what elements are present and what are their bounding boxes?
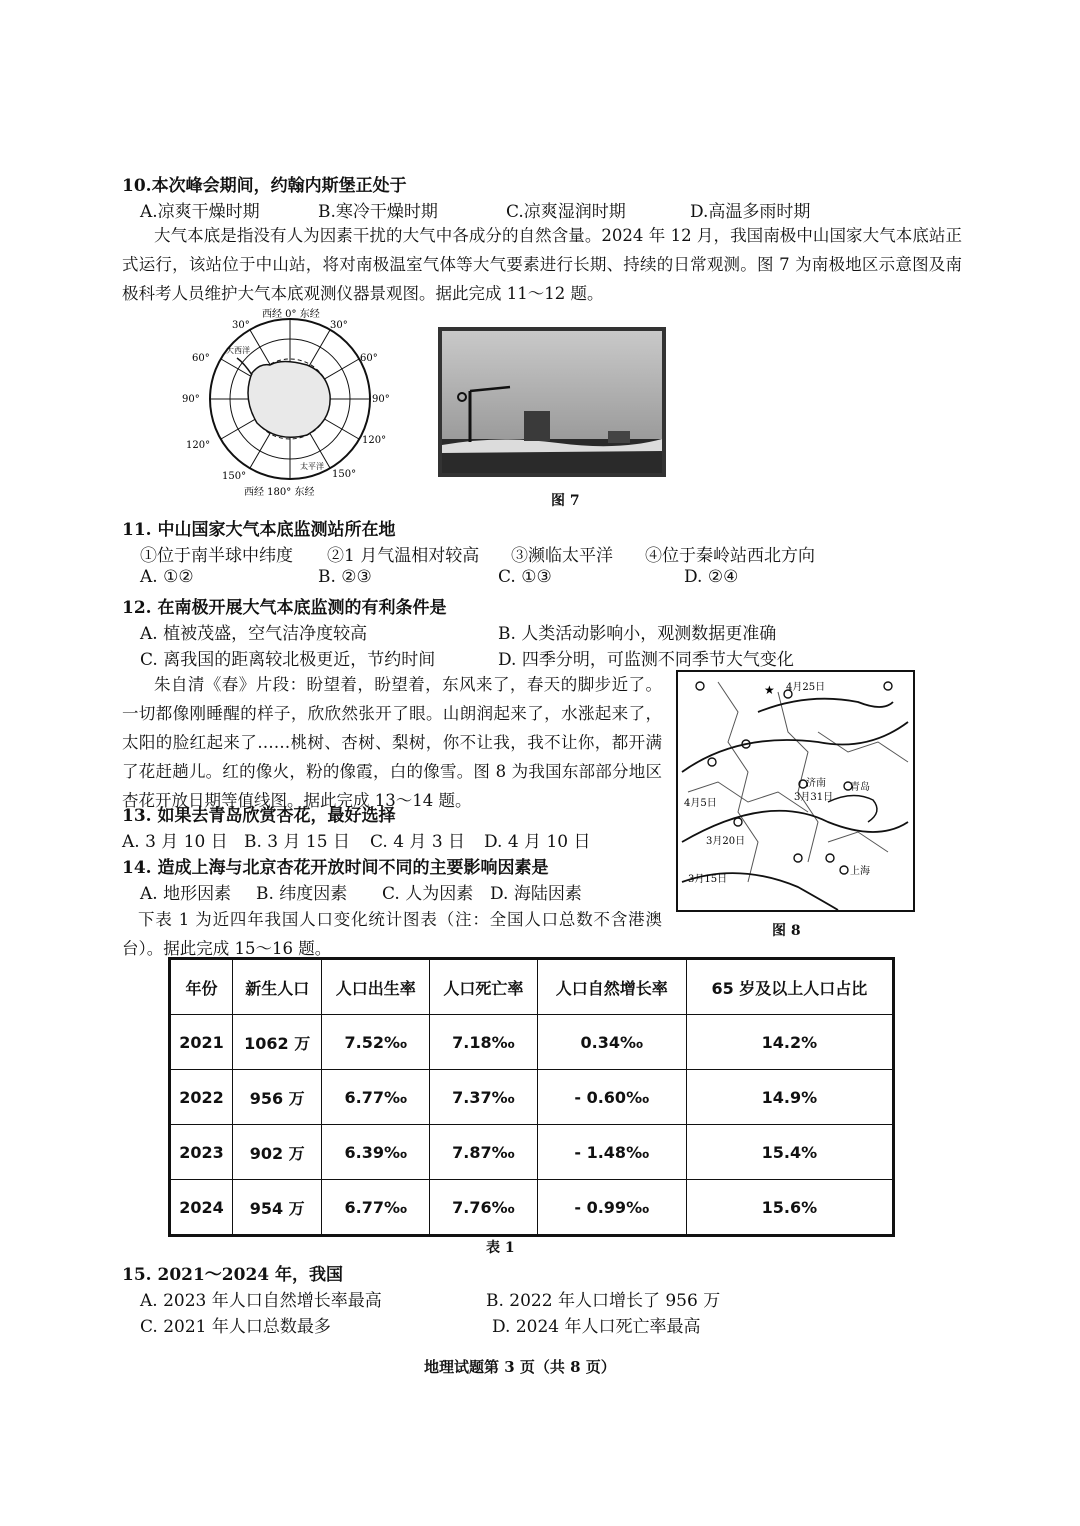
fig8-caption: 图 8 [772,923,801,939]
table-cell: - 0.99‰ [537,1180,686,1236]
svg-text:120°: 120° [362,435,387,446]
table-row [170,1070,894,1125]
table-header: 人口自然增长率 [537,959,686,1015]
q11-statement-3: ③濒临太平洋 [511,546,613,566]
svg-text:30°: 30° [330,320,348,331]
q14-option-d: D. 海陆因素 [490,884,582,904]
table-cell: - 1.48‰ [537,1125,686,1180]
label-shanghai: 上海 [850,866,870,877]
q10-option-c: C.凉爽湿润时期 [506,202,626,222]
svg-text:60°: 60° [192,353,210,364]
fig7-caption: 图 7 [551,493,580,509]
antarctica-continent [248,362,330,438]
svg-text:30°: 30° [232,320,250,331]
q14-option-a: A. 地形因素 [140,884,232,904]
page-footer: 地理试题第 3 页（共 8 页） [424,1358,616,1376]
isoline-4-25 [758,699,893,712]
label-4-5: 4月5日 [684,798,717,809]
table-cell: 1062 万 [232,1015,322,1070]
map-label-top: 西经 0° 东经 [262,309,320,320]
bloom-isoline-map [678,672,913,910]
q12-option-a: A. 植被茂盛，空气洁净度较高 [140,624,368,644]
antarctica-map [182,303,394,498]
table-cell: 7.76‰ [430,1180,538,1236]
svg-text:太平洋: 太平洋 [300,462,324,471]
table-header-row [170,959,894,1015]
table-row [170,1015,894,1070]
q12-option-d: D. 四季分明，可监测不同季节大气变化 [498,650,794,670]
q11-option-c: C. ①③ [498,567,552,587]
q13-option-d: D. 4 月 10 日 [484,832,591,852]
q13-option-b: B. 3 月 15 日 [244,832,350,852]
q11-statement-4: ④位于秦岭站西北方向 [645,546,815,566]
q13-option-c: C. 4 月 3 日 [370,832,466,852]
svg-text:120°: 120° [186,440,211,451]
table-cell: 956 万 [232,1070,322,1125]
q11-option-a: A. ①② [140,567,194,587]
table-cell: 14.9% [686,1070,893,1125]
coastline [828,795,877,822]
table-cell: 954 万 [232,1180,322,1236]
population-table [168,957,895,1237]
table-header: 新生人口 [232,959,322,1015]
map-label-bottom: 西经 180° 东经 [244,487,315,498]
q12-stem: 12. 在南极开展大气本底监测的有利条件是 [122,598,447,618]
table-cell: - 0.60‰ [537,1070,686,1125]
svg-text:90°: 90° [182,394,200,405]
label-3-20: 3月20日 [706,836,746,847]
table-cell: 7.52‰ [322,1015,430,1070]
svg-text:大西洋: 大西洋 [226,346,250,355]
label-3-15: 3月15日 [688,874,728,885]
label-4-25: 4月25日 [786,682,826,693]
q10-option-b: B.寒冷干燥时期 [318,202,438,222]
table-cell: 7.87‰ [430,1125,538,1180]
svg-text:150°: 150° [222,471,247,482]
table-cell: 0.34‰ [537,1015,686,1070]
star-icon: ★ [764,683,775,697]
svg-text:150°: 150° [332,469,357,480]
q12-option-c: C. 离我国的距离较北极更近，节约时间 [140,650,436,670]
q11-stem: 11. 中山国家大气本底监测站所在地 [122,520,396,540]
table-cell: 15.4% [686,1125,893,1180]
q15-option-a: A. 2023 年人口自然增长率最高 [140,1291,382,1311]
q10-stem: 10.本次峰会期间，约翰内斯堡正处于 [122,176,407,196]
table-header: 人口死亡率 [430,959,538,1015]
table-row [170,1125,894,1180]
q10-option-d: D.高温多雨时期 [690,202,811,222]
label-3-31: 3月31日 [794,792,834,803]
table-cell: 6.77‰ [322,1070,430,1125]
table-cell: 6.39‰ [322,1125,430,1180]
q10-option-a: A.凉爽干燥时期 [140,202,260,222]
table-cell: 2022 [170,1070,233,1125]
table-cell: 2024 [170,1180,233,1236]
q11-statement-1: ①位于南半球中纬度 [140,546,293,566]
q14-stem: 14. 造成上海与北京杏花开放时间不同的主要影响因素是 [122,858,549,878]
table-cell: 7.37‰ [430,1070,538,1125]
table-header: 65 岁及以上人口占比 [686,959,893,1015]
photo-scene [438,327,666,477]
svg-text:60°: 60° [360,353,378,364]
q12-option-b: B. 人类活动影响小，观测数据更准确 [498,624,777,644]
table1-caption: 表 1 [486,1240,515,1256]
q14-option-b: B. 纬度因素 [256,884,348,904]
table-cell: 2023 [170,1125,233,1180]
instrument-photo [438,327,666,477]
table-cell: 14.2% [686,1015,893,1070]
apricot-bloom-map [676,670,915,912]
q11-statement-2: ②1 月气温相对较高 [327,546,480,566]
q15-stem: 15. 2021～2024 年，我国 [122,1265,344,1285]
intro-paragraph-3: 下表 1 为近四年我国人口变化统计图表（注：全国人口总数不含港澳台）。据此完成 15～16 题。 [122,910,662,958]
table-row [170,1180,894,1236]
table-header: 年份 [170,959,233,1015]
table-cell: 15.6% [686,1180,893,1236]
q14-option-c: C. 人为因素 [382,884,474,904]
table-cell: 6.77‰ [322,1180,430,1236]
q13-option-a: A. 3 月 10 日 [122,832,228,852]
table-header: 人口出生率 [322,959,430,1015]
q11-option-b: B. ②③ [318,567,372,587]
q15-option-d: D. 2024 年人口死亡率最高 [492,1317,701,1337]
label-jinan: 济南 [806,778,826,789]
q11-option-d: D. ②④ [684,567,739,587]
q15-option-c: C. 2021 年人口总数最多 [140,1317,331,1337]
table-cell: 7.18‰ [430,1015,538,1070]
label-qingdao: 青岛 [850,782,870,793]
intro-paragraph-2: 朱自清《春》片段：盼望着，盼望着，东风来了，春天的脚步近了。一切都像刚睡醒的样子，欣欣然张开了眼。山朗润起来了，水涨起来了，太阳的脸红起来了……桃树、杏树、梨树，你不让我，我不让你，都开满了花赶趟儿。红的像火，粉的像霞，白的像雪。图 8 为我国东部部分地区杏花开放日期等值线图。据此完成 13～14 题。 [122,675,662,810]
table-cell: 902 万 [232,1125,322,1180]
intro-paragraph-1: 大气本底是指没有人为因素干扰的大气中各成分的自然含量。2024 年 12 月，我国南极中山国家大气本底站正式运行，该站位于中山站，将对南极温室气体等大气要素进行长期、持续的日常观测。图 7 为南极地区示意图及南极科考人员维护大气本底观测仪器景观图。据此完成 11～12 题。 [122,226,962,303]
svg-text:90°: 90° [372,394,390,405]
q15-option-b: B. 2022 年人口增长了 956 万 [486,1291,721,1311]
q13-stem: 13. 如果去青岛欣赏杏花，最好选择 [122,806,396,826]
table-cell: 2021 [170,1015,233,1070]
